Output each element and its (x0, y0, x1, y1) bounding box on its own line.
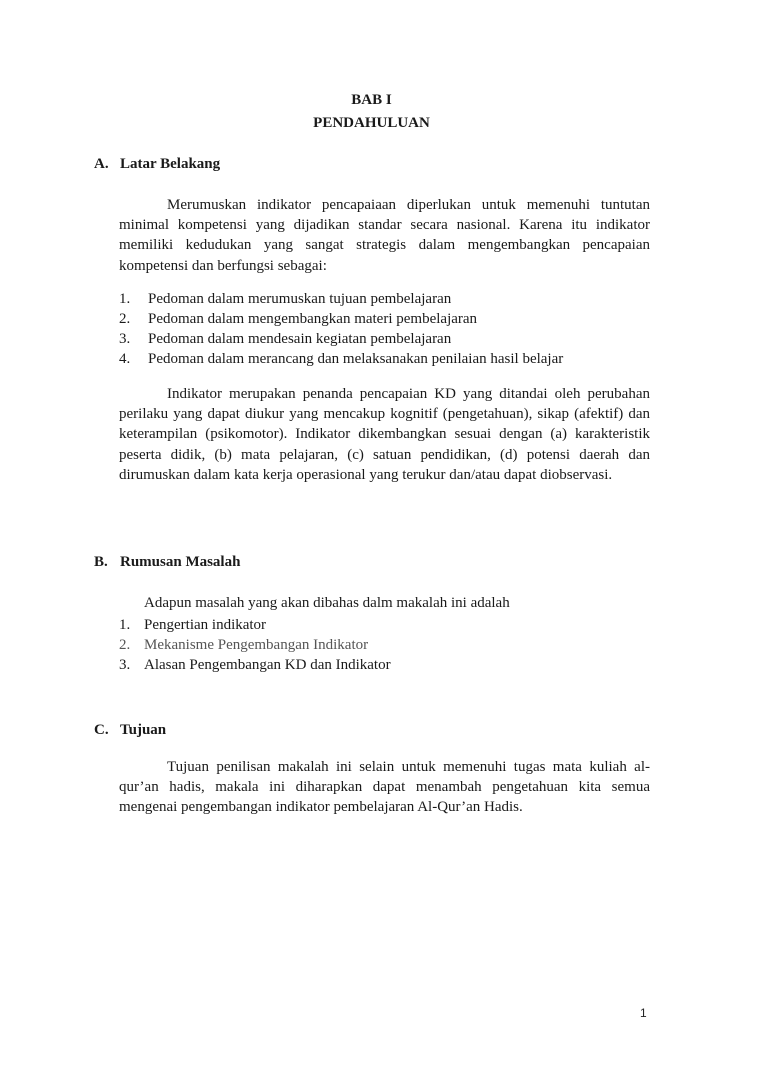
section-c-paragraph-text: Tujuan penilisan makalah ini selain untuk memenuhi tugas mata kuliah al-qur’an hadis, makala ini diharapkan dapat menambah pengetahuan kita semua mengenai pengembangan indikator pembelajaran Al-Qur’an Hadis. (119, 759, 650, 816)
list-item: 1. Pengertian indikator (119, 617, 267, 633)
section-c-title: Tujuan (120, 722, 167, 738)
section-a-paragraph-1-text: Merumuskan indikator pencapaiaan diperlukan untuk memenuhi tuntutan minimal kompetensi yang dijadikan standar secara nasional. Karena itu indikator memiliki kedudukan yang sangat strategis dalam mengembangkan pencapaian kompetensi dan berfungsi sebagai: (119, 197, 650, 274)
section-b-intro: Adapun masalah yang akan dibahas dalm makalah ini adalah (144, 595, 510, 611)
section-a-heading (94, 156, 220, 173)
list-item: 4. Pedoman dalam merancang dan melaksanakan penilaian hasil belajar (119, 351, 564, 367)
section-a-list (119, 289, 563, 369)
list-item: 2. Pedoman dalam mengembangkan materi pembelajaran (119, 311, 478, 327)
section-c-paragraph (119, 757, 650, 818)
page-number: 1 (640, 1006, 647, 1020)
list-item: 3. Alasan Pengembangan KD dan Indikator (119, 657, 391, 673)
section-b-list (119, 615, 391, 675)
chapter-title: PENDAHULUAN (313, 115, 430, 131)
section-c-heading (94, 722, 166, 739)
section-a-paragraph-2 (119, 384, 650, 485)
section-b-letter: B. (94, 554, 108, 570)
list-item: 2. Mekanisme Pengembangan Indikator (119, 637, 369, 653)
section-a-paragraph-1 (119, 195, 650, 276)
section-a-paragraph-2-text: Indikator merupakan penanda pencapaian KD yang ditandai oleh perubahan perilaku yang dapat diukur yang mencakup kognitif (pengetahuan), sikap (afektif) dan keterampilan (psikomotor). Indikator dikembangkan sesuai dengan (a) karakteristik peserta didik, (b) mata pelajaran, (c) satuan pendidikan, (d) potensi daerah dan dirumuskan dalam kata kerja operasional yang terukur dan/atau dapat diobservasi. (119, 386, 650, 483)
list-item: 1. Pedoman dalam merumuskan tujuan pembelajaran (119, 291, 452, 307)
section-c-letter: C. (94, 722, 109, 738)
list-item: 3. Pedoman dalam mendesain kegiatan pembelajaran (119, 331, 452, 347)
section-b-heading (94, 554, 240, 571)
section-a-title: Latar Belakang (120, 156, 221, 172)
section-b-title: Rumusan Masalah (120, 554, 241, 570)
section-a-letter: A. (94, 156, 109, 172)
chapter-number: BAB I (351, 92, 392, 108)
